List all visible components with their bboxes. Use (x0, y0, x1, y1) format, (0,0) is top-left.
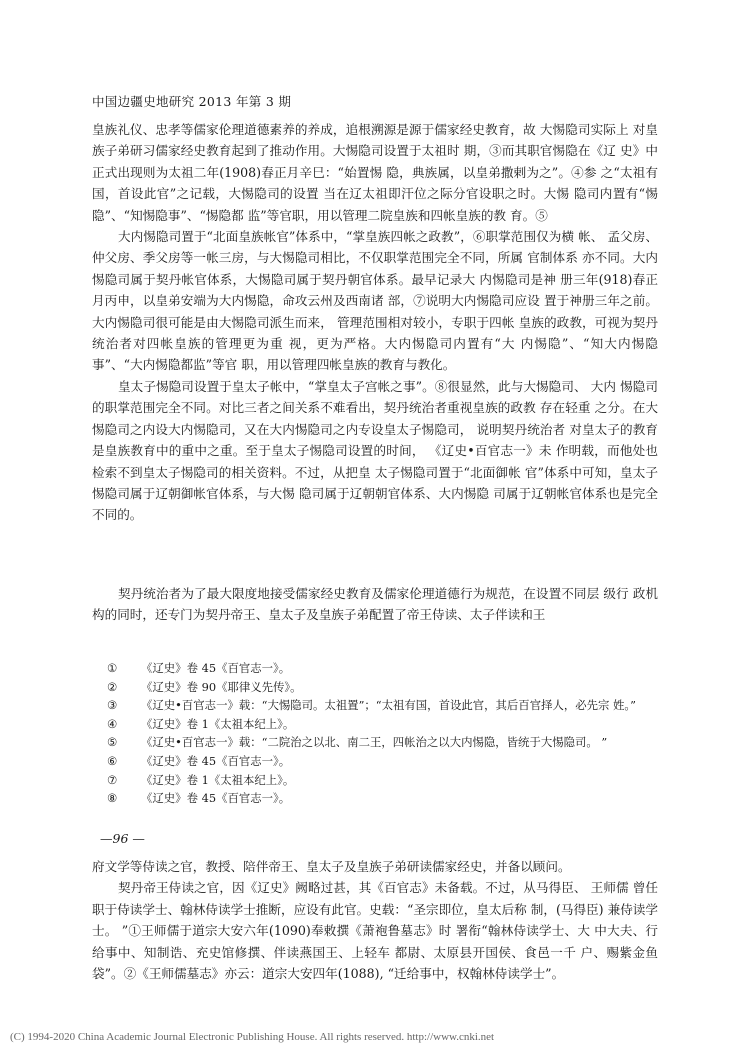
footnote-text: 《辽史》卷 45《百官志一》。 (141, 753, 291, 768)
footnote-number: ⑤ (107, 735, 118, 750)
paragraph: 契丹帝王侍读之官，因《辽史》阙略过甚，其《百官志》未备载。不过，从马得臣、 王师儒 曾任职于侍读学士、翰林侍读学士推断，应设有此官。史载：“圣宗即位，皇太后称 制，(马得臣) 兼侍读学士。 ”①王师儒于道宗大安六年(1090)奉敕撰《萧袍鲁墓志》时 署衔“翰林侍读学士、大 中大夫、行给事中、知制诰、充史馆修撰、伴读燕国王、上轻车 都尉、太原县开国侯、食邑一千 户、赐紫金鱼袋”。②《王师儒墓志》亦云：道宗大安四年(1088), “迁给事中，权翰林侍读学士”。 (92, 880, 658, 982)
footnote (107, 752, 667, 771)
footnotes (107, 659, 667, 808)
footnote-text: 《辽史》卷 90《耶律义先传》。 (141, 679, 302, 694)
footnote (107, 733, 667, 752)
body-section-a (92, 119, 658, 526)
footnote-number: ⑥ (107, 753, 118, 768)
paragraph: 府文学等侍读之官，教授、陪伴帝王、皇太子及皇族子弟研读儒家经史，并备以顾问。 (92, 859, 571, 874)
footnote-text: 《辽史》卷 45《百官志一》。 (141, 661, 291, 675)
footnote-text: 《辽史》卷 1《太祖本纪上》。 (141, 716, 295, 731)
footnote (107, 659, 667, 678)
footnote-number: ⑧ (107, 791, 118, 806)
footnote-text: 《辽史•百官志一》载：“二院治之以北、南二王，四帐治之以大内惕隐，皆统于大惕隐司。 ” (141, 735, 608, 750)
body-section-b (92, 583, 658, 626)
footnote-number: ⑦ (107, 772, 118, 787)
page-number: —96 — (100, 831, 145, 846)
footnote-number: ③ (107, 698, 118, 713)
footnote-text: 《辽史》卷 45《百官志一》。 (141, 791, 291, 806)
paragraph: 皇太子惕隐司设置于皇太子帐中，“掌皇太子宫帐之事”。⑧很显然，此与大惕隐司、 大内 惕隐司的职掌范围完全不同。对比三者之间关系不难看出，契丹统治者重视皇族的政教 存在轻重 之分。在大惕隐司之内设大内惕隐司，又在大内惕隐司之内专设皇太子惕隐司， 说明契丹统治者 对皇太子的教育是皇族教育中的重中之重。至于皇太子惕隐司设置的时间， 《辽史•百官志一》未 作明载，而他处也检索不到皇太子惕隐司的相关资料。不过，从把皇 太子惕隐司置于“北面御帐 官”体系中可知，皇太子惕隐司属于辽朝御帐官体系，与大惕 隐司属于辽朝朝官体系、大内惕隐 司属于辽朝帐官体系也是完全不同的。 (92, 378, 658, 523)
paragraph: 契丹统治者为了最大限度地接受儒家经史教育及儒家伦理道德行为规范，在设置不同层 级行 政机构的同时，还专门为契丹帝王、皇太子及皇族子弟配置了帝王侍读、太子伴读和王 (92, 586, 658, 623)
footnote (107, 696, 667, 715)
footnote-text: 《辽史》卷 1《太祖本纪上》。 (141, 772, 295, 787)
footnote-number: ① (107, 661, 118, 675)
footnote (107, 771, 667, 790)
footnote (107, 715, 667, 734)
footnote (107, 789, 667, 808)
paragraph: 皇族礼仪、忠孝等儒家伦理道德素养的养成，追根溯源是源于儒家经史教育，故 大惕隐司实际上 对皇族子弟研习儒家经史教育起到了推动作用。大惕隐司设置于太祖时 期，③而其职官惕隐在《辽 史》中正式出现则为太祖二年(1908)春正月辛巳：“始置惕 隐，典族属，以皇弟撒剌为之”。④参 之“太祖有国，首设此官”之记载，大惕隐司的设置 当在辽太祖即汗位之际分官设职之时。大惕 隐司内置有“惕隐”、“知惕隐事”、“惕隐都 监”等官职，用以管理二院皇族和四帐皇族的教 育。⑤ (92, 122, 658, 223)
body-section-c (92, 856, 658, 984)
footnote-text: 《辽史•百官志一》载：“大惕隐司。太祖置”；“太祖有国，首设此官，其后百官择人，必先宗 姓。” (141, 698, 636, 713)
paragraph: 大内惕隐司置于“北面皇族帐官”体系中，“掌皇族四帐之政教”，⑥职掌范围仅为横 帐、 孟父房、仲父房、季父房等一帐三房，与大惕隐司相比，不仅职掌范围完全不同，所属 官制体系 亦不同。大内惕隐司属于契丹帐官体系，大惕隐司属于契丹朝官体系。最早记录大 内惕隐司是神 册三年(918)春正月丙申，以皇弟安端为大内惕隐，命攻云州及西南诸 部，⑦说明大内惕隐司应设 置于神册三年之前。大内惕隐司很可能是由大惕隐司派生而来， 管理范围相对较小，专职于四帐 皇族的政教，可视为契丹统治者对四帐皇族的管理更为重 视，更为严格。大内惕隐司内置有“大 内惕隐”、“知大内惕隐事”、“大内惕隐都监”等官 职，用以管理四帐皇族的教育与教化。 (92, 229, 658, 373)
copyright-footer: (C) 1994-2020 China Academic Journal Electronic Publishing House. All rights reserved. http://www.cnki.net (10, 1031, 495, 1043)
footnote (107, 678, 667, 697)
footnote-number: ② (107, 679, 118, 694)
footnote-number: ④ (107, 716, 118, 731)
journal-header: 中国边疆史地研究 2013 年第 3 期 (92, 94, 292, 109)
